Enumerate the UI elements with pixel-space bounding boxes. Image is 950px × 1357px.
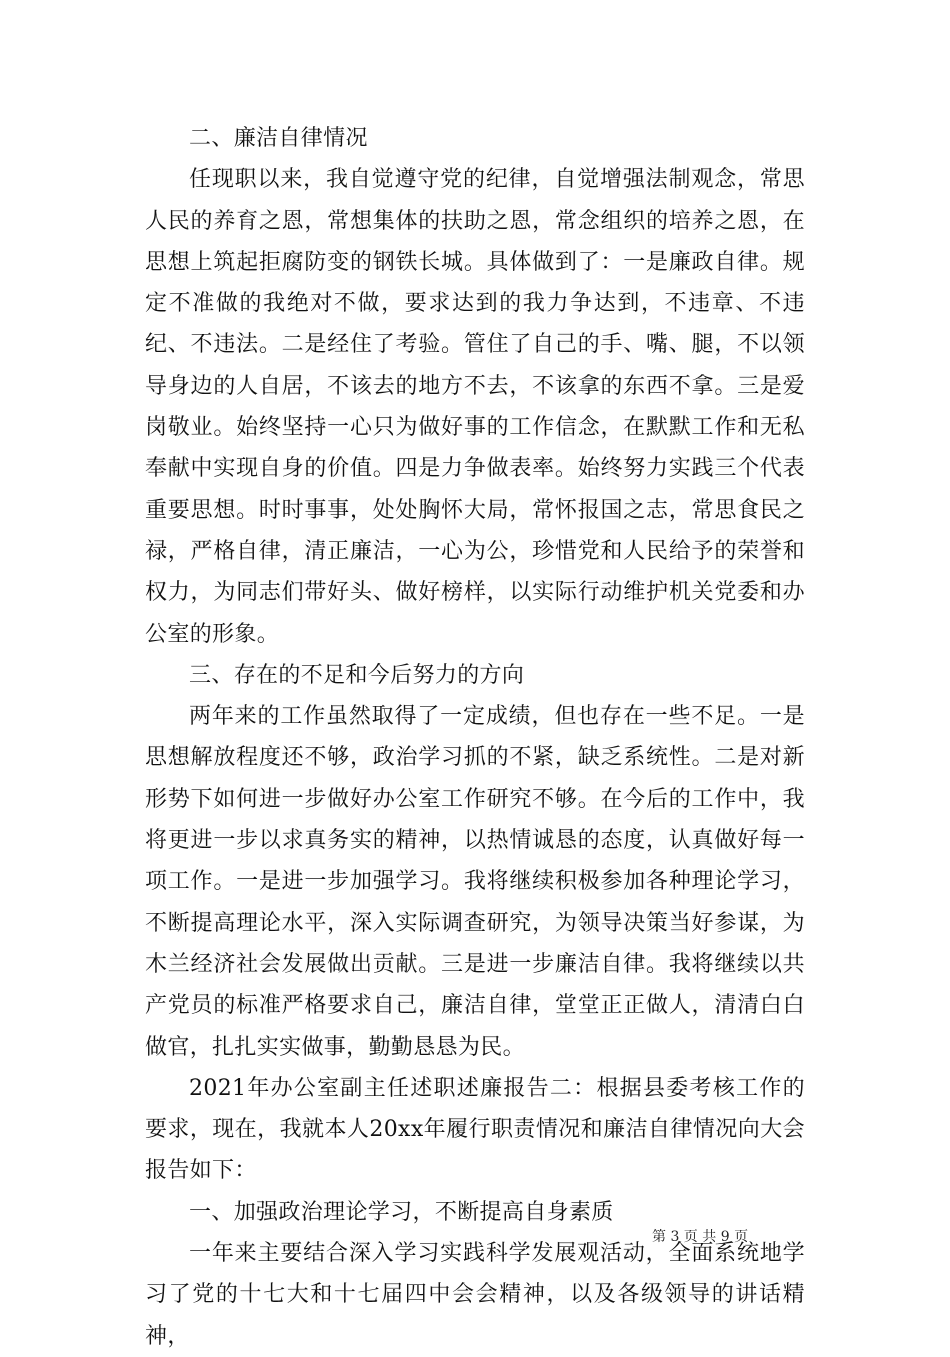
document-body	[145, 118, 805, 1357]
paragraph-report-two-intro: 2021年办公室副主任述职述廉报告二：根据县委考核工作的要求，现在，我就本人20xx年履行职责情况和廉洁自律情况向大会报告如下：	[145, 1075, 805, 1184]
paragraph-political-study: 一年来主要结合深入学习实践科学发展观活动，全面系统地学习了党的十七大和十七届四中会会精神，以及各级领导的讲话精神，	[145, 1241, 805, 1349]
section-heading-integrity: 二、廉洁自律情况	[189, 126, 368, 151]
section-heading-shortcomings: 三、存在的不足和今后努力的方向	[189, 662, 525, 688]
paragraph-integrity-details: 任现职以来，我自觉遵守党的纪律，自觉增强法制观念，常思人民的养育之恩，常想集体的扶助之恩，常念组织的培养之恩，在思想上筑起拒腐防变的钢铁长城。具体做到了：一是廉政自律。规定不准做的我绝对不做，要求达到的我力争达到，不违章、不违纪、不违法。二是经住了考验。管住了自己的手、嘴、腿，不以领导身边的人自居，不该去的地方不去，不该拿的东西不拿。三是爱岗敬业。始终坚持一心只为做好事的工作信念，在默默工作和无私奉献中实现自身的价值。四是力争做表率。始终努力实践三个代表重要思想。时时事事，处处胸怀大局，常怀报国之志，常思食民之禄，严格自律，清正廉洁，一心为公，珍惜党和人民给予的荣誉和权力，为同志们带好头、做好榜样，以实际行动维护机关党委和办公室的形象。	[145, 167, 805, 647]
paragraph-shortcomings-details: 两年来的工作虽然取得了一定成绩，但也存在一些不足。一是思想解放程度还不够，政治学习抓的不紧，缺乏系统性。二是对新形势下如何进一步做好办公室工作研究不够。在今后的工作中，我将更进一步以求真务实的精神，以热情诚恳的态度，认真做好每一项工作。一是进一步加强学习。我将继续积极参加各种理论学习，不断提高理论水平，深入实际调查研究，为领导决策当好参谋，为木兰经济社会发展做出贡献。三是进一步廉洁自律。我将继续以共产党员的标准严格要求自己，廉洁自律，堂堂正正做人，清清白白做官，扎扎实实做事，勤勤恳恳为民。	[145, 704, 805, 1060]
section-heading-political-study: 一、加强政治理论学习，不断提高自身素质	[189, 1199, 614, 1225]
page-number: 第 3 页 共 9 页	[652, 1229, 749, 1245]
